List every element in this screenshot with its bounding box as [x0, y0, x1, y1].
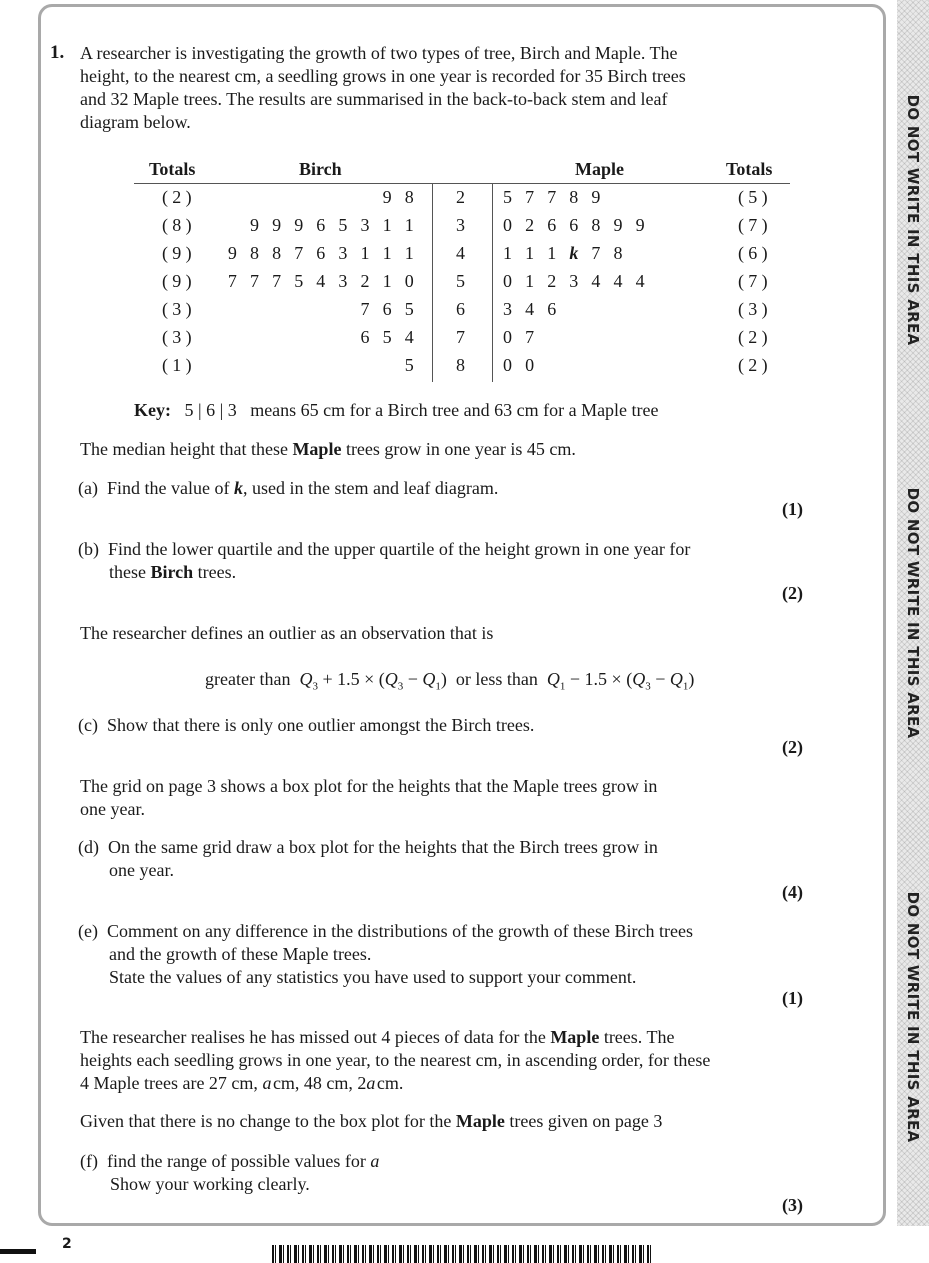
birch-leaves: 9 9 9 6 5 3 1 1 — [250, 215, 418, 235]
marks-c: (2) — [782, 737, 803, 757]
birch-leaves: 5 — [404, 355, 418, 375]
total-right: (3) — [738, 299, 772, 319]
grid-statement: The grid on page 3 shows a box plot for the heights that the Maple trees grow in one year. — [80, 776, 658, 819]
total-right: (2) — [738, 327, 772, 347]
given-statement: Given that there is no change to the box plot for the Maple trees given on page 3 — [80, 1111, 663, 1131]
header-maple: Maple — [575, 159, 624, 179]
maple-leaves: 3 4 6 — [503, 299, 561, 319]
total-left: (9) — [162, 271, 196, 291]
total-left: (8) — [162, 215, 196, 235]
stem: 4 — [456, 243, 470, 263]
total-left: (2) — [162, 187, 196, 207]
part-e: (e) Comment on any difference in the distributions of the growth of these Birch trees and the growth of these Maple trees. State the values of any statistics you have used to support your comment. — [78, 921, 694, 987]
total-right: (7) — [738, 271, 772, 291]
stem: 5 — [456, 271, 470, 291]
marks-b: (2) — [782, 583, 803, 603]
birch-leaves: 6 5 4 — [360, 327, 418, 347]
birch-leaves: 7 6 5 — [360, 299, 418, 319]
table-row — [134, 187, 790, 215]
table-row — [134, 243, 790, 271]
stem: 7 — [456, 327, 470, 347]
stem: 6 — [456, 299, 470, 319]
question-number: 1. — [50, 42, 65, 63]
maple-leaves: 5 7 7 8 9 — [503, 187, 605, 207]
intro-text: A researcher is investigating the growth of two types of tree, Birch and Maple. The height, to the nearest cm, a seedling grows in one year is recorded for 35 Birch trees and 32 Maple trees. The results are summarised in the back-to-back stem and leaf diagram below. — [80, 43, 686, 132]
part-f: (f) find the range of possible values for a Show your working clearly. — [80, 1151, 380, 1194]
table-row — [134, 299, 790, 327]
stem: 8 — [456, 355, 470, 375]
maple-leaves: 0 2 6 6 8 9 9 — [503, 215, 649, 235]
total-right: (7) — [738, 215, 772, 235]
page-number: 2 — [62, 1236, 72, 1252]
table-row — [134, 215, 790, 243]
header-totals-left: Totals — [149, 159, 196, 179]
part-a: (a) Find the value of k, used in the stem and leaf diagram. — [78, 478, 499, 498]
header-totals-right: Totals — [726, 159, 773, 179]
part-c: (c) Show that there is only one outlier amongst the Birch trees. — [78, 715, 535, 735]
stem: 3 — [456, 215, 470, 235]
table-row — [134, 327, 790, 355]
birch-leaves: 7 7 7 5 4 3 2 1 0 — [227, 271, 418, 291]
median-statement: The median height that these Maple trees grow in one year is 45 cm. — [80, 439, 576, 459]
birch-leaves: 9 8 — [382, 187, 418, 207]
part-b: (b) Find the lower quartile and the upper quartile of the height grown in one year for these Birch trees. — [78, 539, 691, 582]
maple-leaves: 0 0 — [503, 355, 539, 375]
stem: 2 — [456, 187, 470, 207]
marks-d: (4) — [782, 882, 803, 902]
total-right: (6) — [738, 243, 772, 263]
marks-f: (3) — [782, 1195, 803, 1215]
header-rule — [134, 183, 790, 184]
diagram-key: Key: 5 | 6 | 3 means 65 cm for a Birch tree and 63 cm for a Maple tree — [134, 400, 659, 420]
total-left: (3) — [162, 299, 196, 319]
stem-leaf-diagram — [134, 159, 790, 383]
total-left: (9) — [162, 243, 196, 263]
total-right: (2) — [738, 355, 772, 375]
total-left: (1) — [162, 355, 196, 375]
maple-leaves: 1 1 1 k 7 8 — [503, 243, 627, 263]
maple-leaves: 0 7 — [503, 327, 539, 347]
total-left: (3) — [162, 327, 196, 347]
barcode — [272, 1245, 652, 1263]
marks-a: (1) — [782, 499, 803, 519]
outlier-definition: The researcher defines an outlier as an observation that is — [80, 623, 494, 643]
header-birch: Birch — [299, 159, 342, 179]
table-row — [134, 355, 790, 383]
missing-data-statement: The researcher realises he has missed out 4 pieces of data for the Maple trees. The heights each seedling grows in one year, to the nearest cm, in ascending order, for these 4 Maple trees are 27 cm, a cm, 48 cm, 2a cm. — [80, 1027, 711, 1093]
footer-rule — [0, 1249, 36, 1254]
maple-leaves: 0 1 2 3 4 4 4 — [503, 271, 649, 291]
table-row — [134, 271, 790, 299]
marks-e: (1) — [782, 988, 803, 1008]
part-d: (d) On the same grid draw a box plot for the heights that the Birch trees grow in one year. — [78, 837, 658, 880]
outlier-formula: greater than $Q_3 + 1.5 \times (Q_3 - Q_1)$ or less than $Q_1 - 1.5 \times (Q_3 - Q_1)$ — [205, 669, 695, 693]
total-right: (5) — [738, 187, 772, 207]
birch-leaves: 9 8 8 7 6 3 1 1 1 — [227, 243, 418, 263]
